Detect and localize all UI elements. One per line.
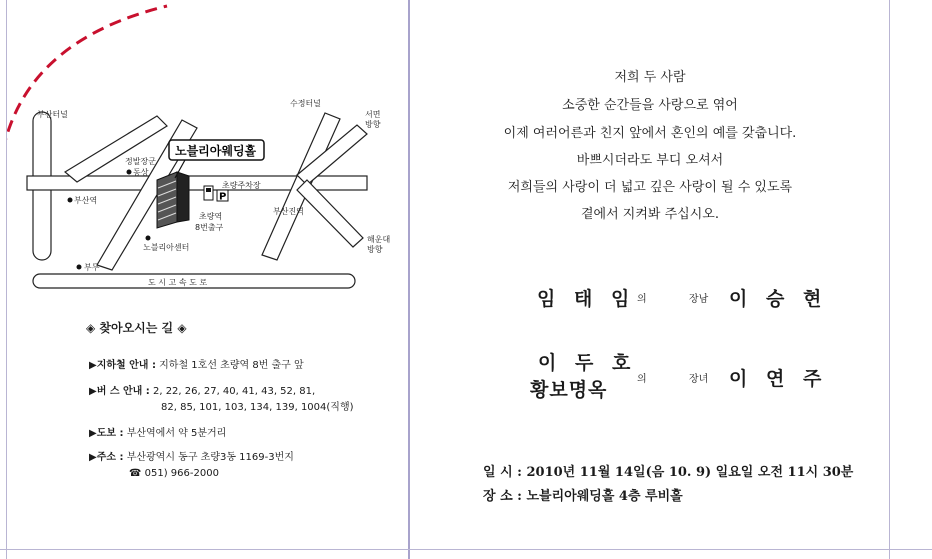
wedding-datetime: 일 시 : 2010년 11월 14일(음 10. 9) 일요일 오전 11시 30분 [483, 465, 854, 480]
wedding-venue: 장 소 : 노블리아웨딩홀 4층 루비홀 [483, 489, 683, 504]
groom-name: 이 승 현 [729, 288, 828, 310]
invitation-panel [410, 0, 890, 559]
directions-bus [89, 384, 315, 400]
walk-label: ▶도보 : [89, 428, 124, 439]
address-value: 부산광역시 동구 초량3동 1169-3번지 [126, 452, 294, 463]
directions-address [89, 450, 294, 466]
label-expressway: 도 시 고 속 도 로 [148, 278, 208, 287]
invite-line-3: 이제 여러어른과 친지 앞에서 혼인의 예를 갖춥니다. [503, 126, 797, 141]
label-haeundae-dir: 방향 [367, 245, 383, 254]
map-panel [7, 0, 407, 559]
bus-label: ▶버 스 안내 : [89, 386, 150, 397]
label-busan-station: 부산역 [74, 196, 98, 205]
walk-value: 부산역에서 약 5분거리 [126, 428, 227, 439]
invite-line-2: 소중한 순간들을 사랑으로 엮어 [562, 98, 738, 113]
groom-relation: 장남 [689, 294, 709, 305]
label-busan-tunnel: 부산터널 [37, 110, 68, 119]
label-choryang-exit-2: 8번출구 [195, 223, 224, 232]
label-jeongbal-2: 동상 [133, 168, 149, 177]
invite-line-4: 바쁘시더라도 부디 오셔서 [576, 153, 724, 168]
directions-walk [89, 426, 226, 442]
label-pier: 부두 [84, 263, 100, 272]
hall-callout-label: 노블리아웨딩홀 [175, 144, 257, 158]
subway-value: 지하철 1호선 초량역 8번 출구 앞 [159, 360, 304, 371]
bus-value-2: 82, 85, 101, 103, 134, 139, 1004(직행) [161, 402, 354, 413]
dot-noble-center [146, 236, 151, 241]
bride-parent-2: 황보명옥 [530, 379, 608, 401]
label-noble-center: 노블리아센터 [143, 243, 190, 252]
groom-parent-name: 임 태 임 [537, 288, 636, 310]
directions-bus-cont [161, 400, 354, 416]
bride-relation: 장녀 [689, 374, 709, 385]
directions-phone [129, 466, 219, 482]
location-map [7, 0, 407, 300]
address-label: ▶주소 : [89, 452, 124, 463]
parking-icon: P [219, 191, 227, 203]
bride-parent-1: 이 두 호 [538, 352, 637, 374]
dot-busan-station [68, 198, 73, 203]
label-seomyeon: 서면 [365, 110, 381, 119]
phone-value: ☎ 051) 966-2000 [129, 468, 219, 479]
directions-title: ◈ 찾아오시는 길 ◈ [86, 321, 187, 335]
invite-line-5: 저희들의 사랑이 더 넓고 깊은 사랑이 될 수 있도록 [507, 180, 793, 195]
invite-line-1: 저희 두 사람 [614, 70, 686, 85]
wedding-hall-building [157, 172, 189, 228]
label-seomyeon-dir: 방향 [365, 120, 381, 129]
invite-line-6: 곁에서 지켜봐 주십시오. [581, 207, 719, 222]
label-busanjin-station: 부산진역 [273, 207, 304, 216]
label-haeundae: 해운대 [367, 235, 391, 244]
label-sujeong-tunnel: 수정터널 [290, 99, 321, 108]
dot-jeongbal [127, 170, 132, 175]
bus-value-1: 2, 22, 26, 27, 40, 41, 43, 52, 81, [152, 386, 316, 397]
label-choryang-exit-1: 초량역 [199, 212, 223, 221]
groom-of: 의 [637, 294, 647, 305]
subway-label: ▶지하철 안내 : [89, 360, 156, 371]
bride-name: 이 연 주 [729, 368, 828, 390]
bride-of: 의 [637, 374, 647, 385]
label-jeongbal-1: 정발장군 [125, 157, 156, 166]
dot-pier [77, 265, 82, 270]
directions-subway [89, 358, 304, 374]
label-choryang-parking: 초량주차장 [222, 181, 261, 190]
